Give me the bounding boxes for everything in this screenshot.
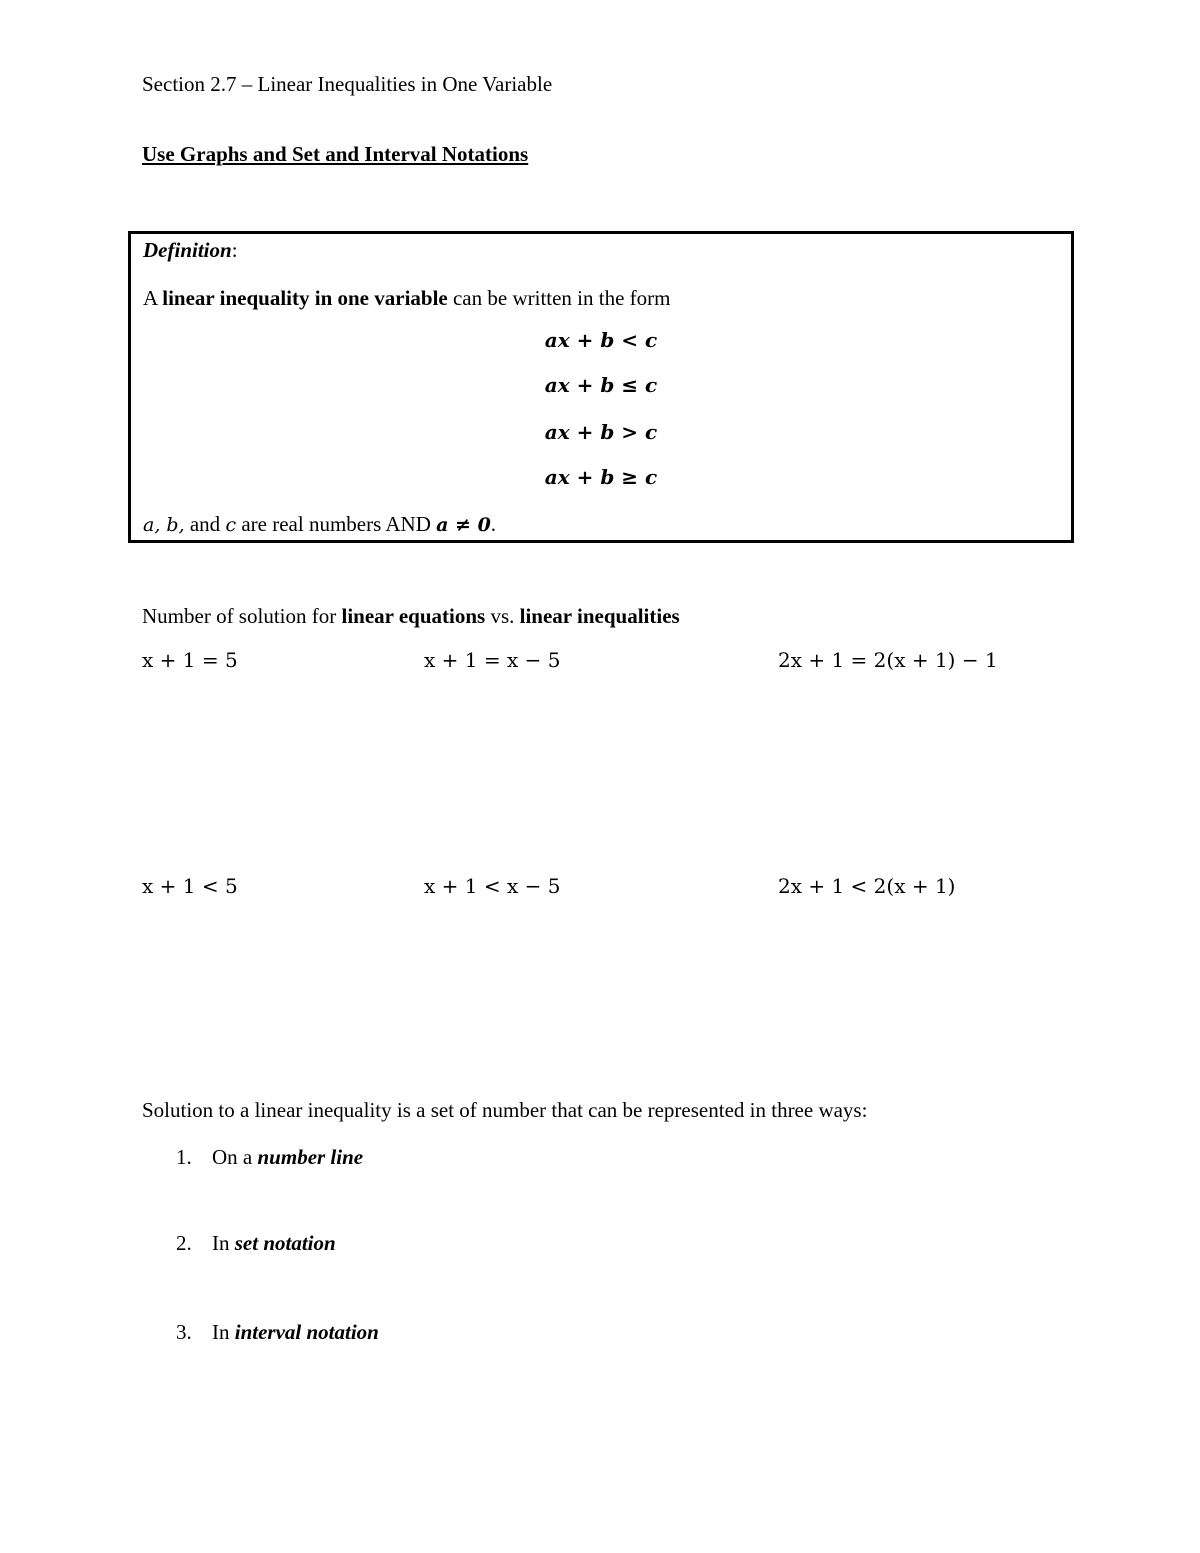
inequality-form-greater: ax + b > c — [544, 420, 658, 444]
definition-condition: a, b, and c are real numbers AND a ≠ 0. — [143, 512, 497, 536]
equation-3: 2x + 1 = 2(x + 1) − 1 — [778, 648, 998, 672]
inequality-form-less-equal: ax + b ≤ c — [544, 373, 658, 397]
representations-intro: Solution to a linear inequality is a set of number that can be represented in three ways: — [142, 1098, 868, 1122]
list-item: 1. On a number line — [176, 1145, 364, 1169]
subsection-title: Use Graphs and Set and Interval Notations — [142, 142, 529, 166]
inequality-1: x + 1 < 5 — [142, 874, 238, 898]
equation-2: x + 1 = x − 5 — [424, 648, 561, 672]
section-title: Section 2.7 – Linear Inequalities in One Variable — [142, 72, 553, 96]
inequality-3: 2x + 1 < 2(x + 1) — [778, 874, 956, 898]
inequality-form-greater-equal: ax + b ≥ c — [544, 465, 658, 489]
inequality-form-less: ax + b < c — [544, 328, 658, 352]
definition-intro: A linear inequality in one variable can be written in the form — [143, 286, 671, 310]
definition-label: Definition: — [143, 238, 238, 262]
equation-1: x + 1 = 5 — [142, 648, 238, 672]
definition-box — [128, 231, 1074, 543]
list-item: 3. In interval notation — [176, 1320, 379, 1344]
inequality-2: x + 1 < x − 5 — [424, 874, 561, 898]
comparison-intro: Number of solution for linear equations vs. linear inequalities — [142, 604, 680, 628]
list-item: 2. In set notation — [176, 1231, 336, 1255]
